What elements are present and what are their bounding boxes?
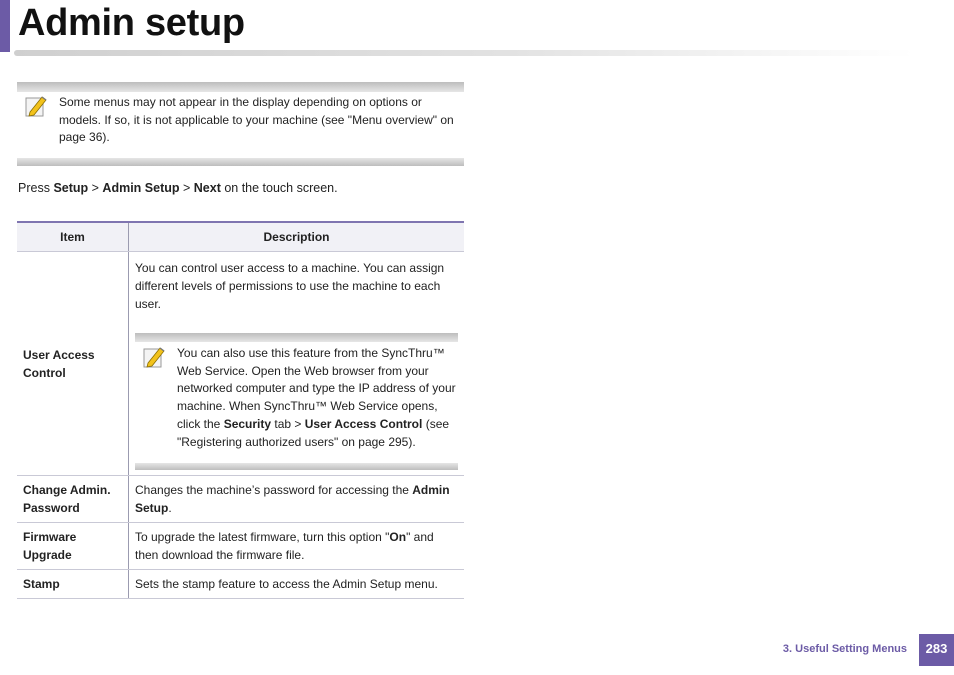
note-text: Some menus may not appear in the display depending on options or models. If so, it is not applicable to your machine (see "Menu overview" on page 36). [59, 95, 454, 144]
table-row [17, 570, 464, 599]
inner-note-top-bar [135, 333, 458, 342]
page-title: Admin setup [18, 2, 245, 44]
description-bold-admin-setup: Admin Setup [135, 483, 450, 515]
inner-note-box [135, 333, 458, 470]
note-pencil-icon [143, 345, 167, 369]
description-text: " and then download the firmware file. [135, 530, 434, 562]
table-row [17, 476, 464, 523]
row-item-stamp: Stamp [17, 570, 129, 599]
table-header-row [17, 222, 464, 252]
description-text: You can control user access to a machine. You can assign different levels of permissions to use the machine to each user. [135, 261, 445, 311]
note-bottom-bar [17, 158, 464, 166]
row-item-user-access-control: User Access Control [17, 252, 129, 476]
intro-prefix: Press [18, 181, 54, 195]
title-divider [14, 50, 914, 56]
note-pencil-icon [25, 94, 49, 118]
page-number-badge: 283 [919, 634, 954, 666]
row-item-change-admin-password: Change Admin. Password [17, 476, 129, 523]
column-header-item: Item [17, 222, 129, 252]
accent-bar [0, 0, 10, 52]
description-text: To upgrade the latest firmware, turn this option " [135, 530, 390, 544]
intro-step-next: Next [193, 181, 221, 195]
description-text: Changes the machine’s password for accessing the [135, 483, 413, 497]
row-description [129, 476, 465, 523]
inner-note-text-part: tab > [271, 416, 305, 431]
intro-step-setup: Setup [53, 181, 89, 195]
note-top-bar [17, 82, 464, 92]
row-description: Sets the stamp feature to access the Admin Setup menu. [129, 570, 465, 599]
inner-note-text-part: You can also use this feature from the SyncThru™ Web Service. Open the Web browser from your networked computer and type the IP address of your machine. When SyncThru™ Web Service opens, click the [177, 346, 456, 431]
inner-note-user-access-control: User Access Control [304, 416, 423, 431]
column-header-description: Description [129, 222, 465, 252]
description-bold-on: On [389, 530, 407, 544]
intro-instruction [18, 181, 338, 195]
intro-separator: > [179, 181, 194, 195]
inner-note-bottom-bar [135, 463, 458, 470]
row-description [129, 523, 465, 570]
row-description [129, 252, 465, 476]
inner-note-security-tab: Security [223, 416, 272, 431]
intro-step-admin-setup: Admin Setup [102, 181, 180, 195]
footer-section-label: 3. Useful Setting Menus [782, 643, 907, 655]
table-row [17, 252, 464, 476]
intro-separator: > [88, 181, 103, 195]
description-text: . [168, 501, 172, 515]
note-box [17, 82, 464, 166]
inner-note-text [177, 345, 459, 451]
table-row [17, 523, 464, 570]
intro-suffix: on the touch screen. [220, 181, 338, 195]
row-item-firmware-upgrade: Firmware Upgrade [17, 523, 129, 570]
admin-setup-table [17, 221, 464, 599]
inner-note-text-part: (see "Registering authorized users" on page 295). [177, 416, 450, 449]
